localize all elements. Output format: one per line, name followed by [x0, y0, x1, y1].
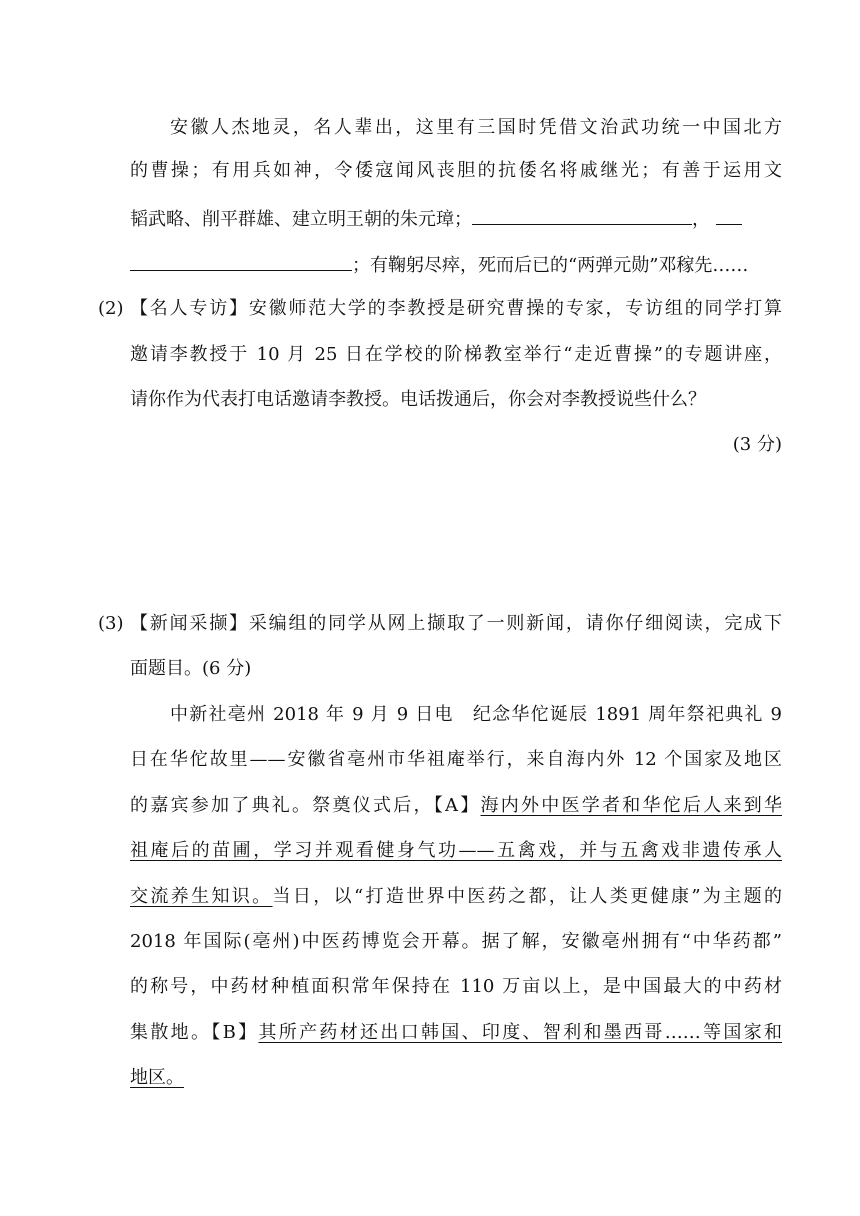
paragraph-1-line-2: 的曹操；有用兵如神，令倭寇闻风丧胆的抗倭名将戚继光；有善于运用文	[130, 160, 782, 181]
question-3-number: (3)	[98, 613, 124, 634]
paragraph-1-line-3	[130, 206, 782, 230]
question-2-line-2: 邀请李教授于 10 月 25 日在学校的阶梯教室举行“走近曹操”的专题讲座，	[130, 344, 782, 365]
blank-separator: ，	[692, 209, 710, 230]
answer-blank-1[interactable]	[472, 206, 692, 225]
news-line-8-text: 集散地。	[130, 1022, 212, 1043]
underlined-sentence-b-part-2: 地区。	[130, 1067, 184, 1088]
paragraph-1-line-1: 安徽人杰地灵，名人辈出，这里有三国时凭借文治武功统一中国北方	[170, 117, 782, 138]
underlined-sentence-a-part-3: 交流养生知识。	[130, 886, 273, 907]
marker-b: 【B】	[211, 1022, 259, 1043]
paragraph-1-line-3-text: 韬武略、削平群雄、建立明王朝的朱元璋；	[130, 209, 472, 230]
news-line-3-text: 的嘉宾参加了典礼。祭奠仪式后，	[130, 795, 434, 816]
paragraph-1-line-4-text: ；有鞠躬尽瘁，死而后已的“两弹元勋”邓稼先……	[352, 255, 749, 276]
underlined-sentence-a-part-2: 祖庵后的苗圃，学习并观看健身气功——五禽戏，并与五禽戏非遗传承人	[130, 840, 782, 861]
question-2-line-3: 请你作为代表打电话邀请李教授。电话拨通后，你会对李教授说些什么？	[130, 389, 706, 410]
underlined-sentence-b-part-1: 其所产药材还出口韩国、印度、智利和墨西哥……等国家和	[258, 1022, 783, 1043]
paragraph-1-line-4	[130, 252, 782, 276]
question-3-line-2: 面题目。(6 分)	[130, 658, 252, 679]
underlined-sentence-a-part-1: 海内外中医学者和华佗后人来到华	[480, 795, 782, 816]
news-line-7: 的称号，中药材种植面积常年保持在 110 万亩以上，是中国最大的中药材	[130, 976, 782, 997]
news-line-3	[130, 794, 782, 818]
news-line-9	[130, 1066, 782, 1090]
news-line-2: 日在华佗故里——安徽省亳州市华祖庵举行，来自海内外 12 个国家及地区	[130, 749, 782, 770]
news-line-1: 中新社亳州 2018 年 9 月 9 日电 纪念华佗诞辰 1891 周年祭祀典礼 9	[170, 704, 782, 725]
news-line-5	[130, 885, 782, 909]
news-line-8	[130, 1021, 782, 1045]
answer-blank-2-end[interactable]	[130, 252, 352, 271]
question-3-line-1: 【新闻采撷】采编组的同学从网上撷取了一则新闻，请你仔细阅读，完成下	[130, 613, 782, 634]
marker-a: 【A】	[433, 795, 481, 816]
news-line-5-text: 当日，以“打造世界中医药之都，让人类更健康”为主题的	[272, 886, 783, 907]
question-2-line-1: 【名人专访】安徽师范大学的李教授是研究曹操的专家，专访组的同学打算	[130, 298, 782, 319]
question-2-number: (2)	[98, 298, 124, 319]
question-2-score: (3 分)	[732, 434, 782, 455]
answer-blank-2-start[interactable]	[716, 206, 742, 225]
news-line-6: 2018 年国际(亳州)中医药博览会开幕。据了解，安徽亳州拥有“中华药都”	[130, 931, 782, 952]
